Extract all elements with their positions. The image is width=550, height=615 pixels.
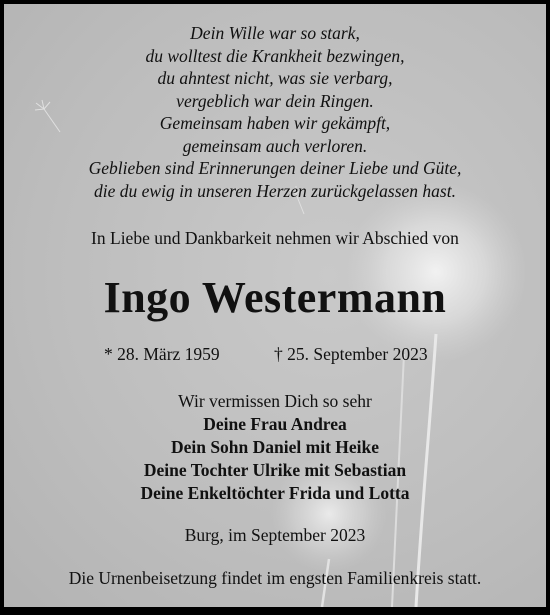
poem-line: die du ewig in unseren Herzen zurückgelassen hast. <box>94 180 456 201</box>
burial-note: Die Urnenbeisetzung findet im engsten Familienkreis statt. <box>68 568 482 588</box>
mourners-intro: Wir vermissen Dich so sehr <box>178 391 372 411</box>
mourner-entry: Deine Frau Andrea <box>203 414 347 434</box>
place-and-date: Burg, im September 2023 <box>184 525 366 545</box>
mourner-entry: Deine Enkeltöchter Frida und Lotta <box>140 483 410 503</box>
birth-date: * 28. März 1959 <box>104 344 220 364</box>
obituary-notice <box>4 4 546 607</box>
mourner-entry: Deine Tochter Ulrike mit Sebastian <box>143 460 407 480</box>
poem-line: du ahntest nicht, was sie verbarg, <box>157 68 393 88</box>
poem-line: du wolltest die Krankheit bezwingen, <box>145 45 405 66</box>
poem-line: gemeinsam auch verloren. <box>182 135 368 156</box>
poem-line: Dein Wille war so stark, <box>190 23 360 43</box>
death-date: † 25. September 2023 <box>274 344 428 364</box>
poem-verse <box>4 22 546 202</box>
poem-line: vergeblich war dein Ringen. <box>176 90 374 111</box>
farewell-line: In Liebe und Dankbarkeit nehmen wir Abschied von <box>91 228 459 248</box>
poem-line: Geblieben sind Erinnerungen deiner Liebe und Güte, <box>88 158 462 178</box>
deceased-name: Ingo Westermann <box>103 273 447 322</box>
mourners-list <box>4 390 546 505</box>
poem-line: Gemeinsam haben wir gekämpft, <box>159 113 391 133</box>
mourner-entry: Dein Sohn Daniel mit Heike <box>170 437 380 457</box>
